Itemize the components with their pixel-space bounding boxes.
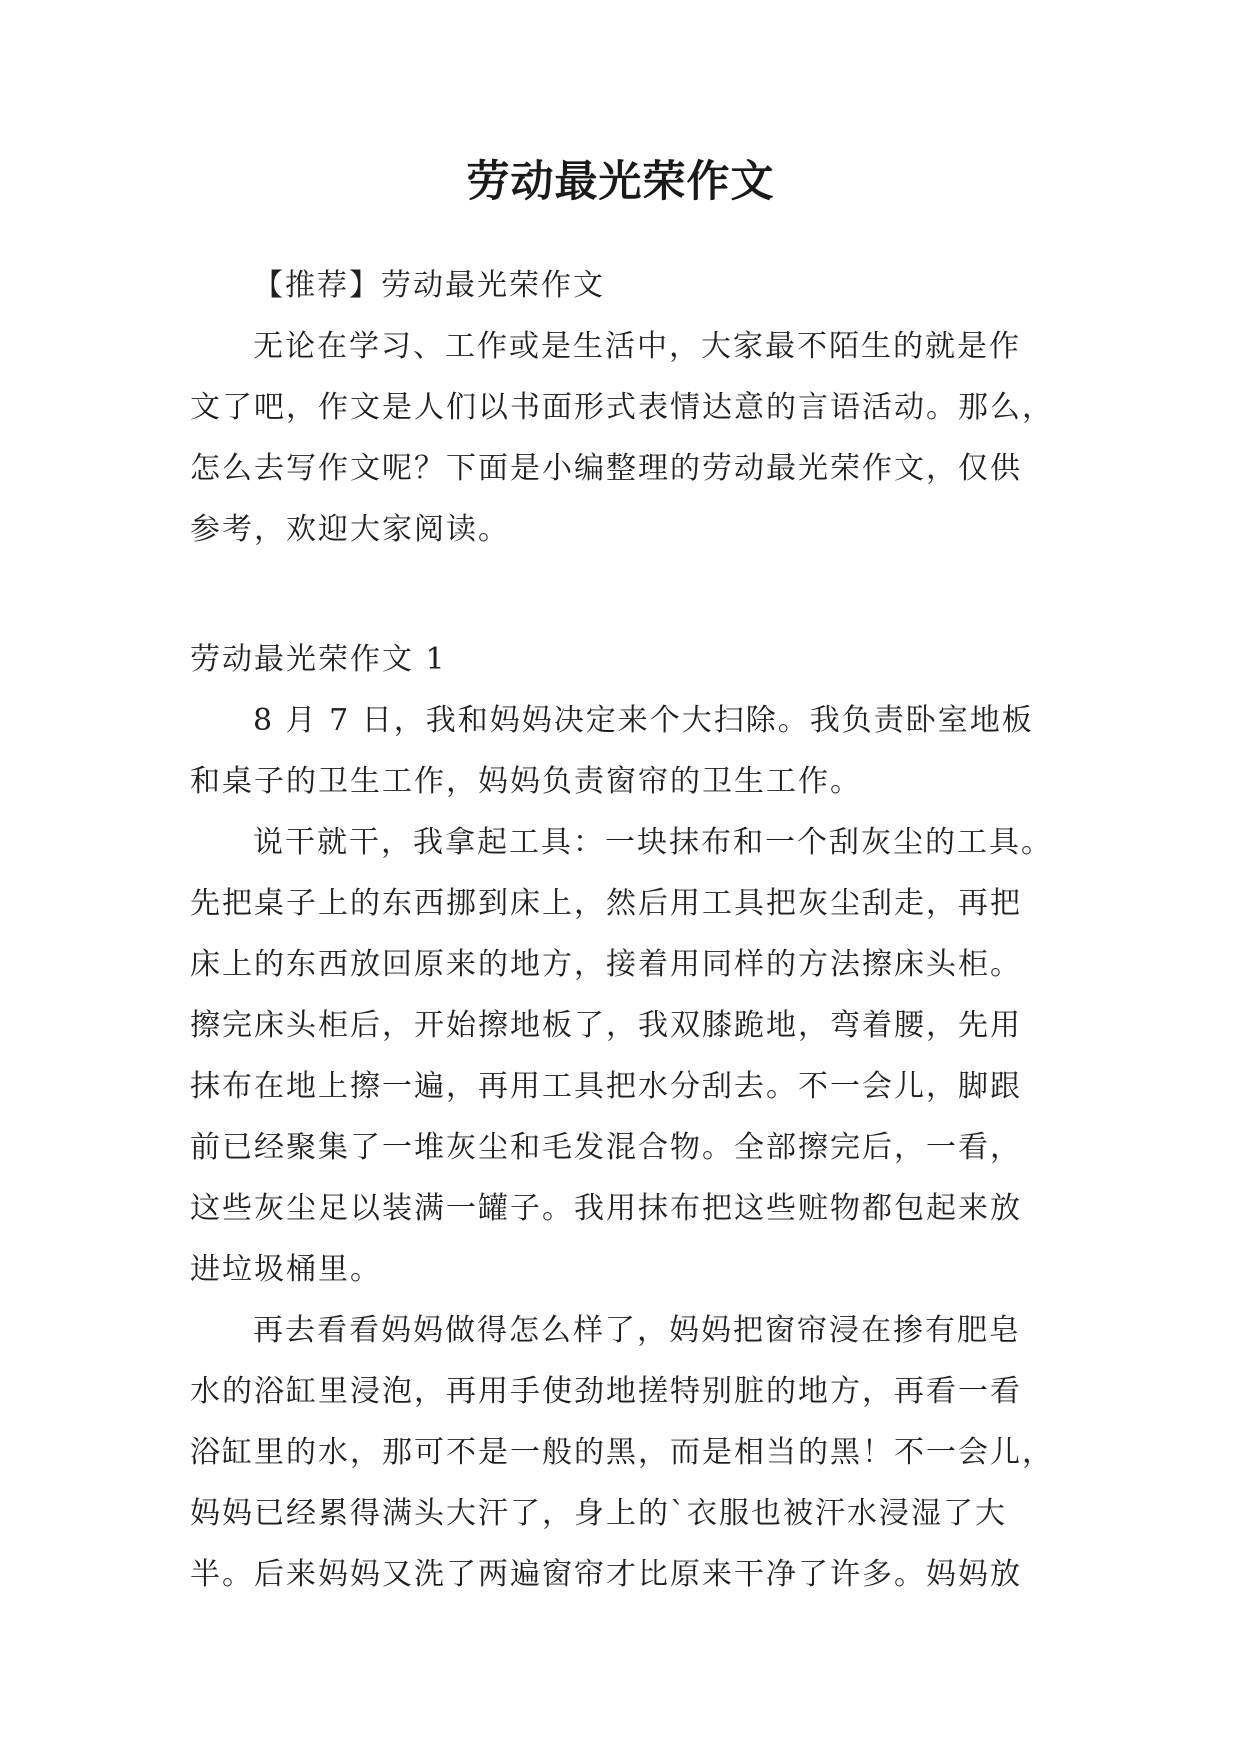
- paragraph-line: 半。后来妈妈又洗了两遍窗帘才比原来干净了许多。妈妈放: [190, 1557, 1022, 1592]
- paragraph-line: 这些灰尘足以装满一罐子。我用抹布把这些赃物都包起来放: [190, 1191, 1022, 1226]
- paragraph-line: 先把桌子上的东西挪到床上，然后用工具把灰尘刮走，再把: [190, 886, 1022, 921]
- paragraph-line: 8 月 7 日，我和妈妈决定来个大扫除。我负责卧室地板: [253, 703, 1034, 738]
- paragraph-line: 水的浴缸里浸泡，再用手使劲地搓特别脏的地方，再看一看: [190, 1374, 1022, 1409]
- paragraph-line: 进垃圾桶里。: [190, 1252, 382, 1287]
- section-heading: 劳动最光荣作文 1: [190, 642, 447, 677]
- paragraph-line: 和桌子的卫生工作，妈妈负责窗帘的卫生工作。: [190, 764, 862, 799]
- paragraph-line: 妈妈已经累得满头大汗了，身上的`衣服也被汗水浸湿了大: [190, 1496, 1007, 1531]
- intro-heading: 【推荐】劳动最光荣作文: [253, 268, 605, 303]
- intro-line: 怎么去写作文呢？下面是小编整理的劳动最光荣作文，仅供: [190, 451, 1022, 486]
- paragraph-line: 抹布在地上擦一遍，再用工具把水分刮去。不一会儿，脚跟: [190, 1069, 1022, 1104]
- paragraph-line: 擦完床头柜后，开始擦地板了，我双膝跪地，弯着腰，先用: [190, 1008, 1022, 1043]
- intro-line: 参考，欢迎大家阅读。: [190, 512, 510, 547]
- paragraph-line: 床上的东西放回原来的地方，接着用同样的方法擦床头柜。: [190, 947, 1022, 982]
- document-title: 劳动最光荣作文: [466, 157, 775, 207]
- paragraph-line: 再去看看妈妈做得怎么样了，妈妈把窗帘浸在掺有肥皂: [253, 1313, 1021, 1348]
- intro-line: 文了吧，作文是人们以书面形式表情达意的言语活动。那么，: [190, 390, 1054, 425]
- intro-block: [190, 255, 1070, 560]
- paragraph-line: 浴缸里的水，那可不是一般的黑，而是相当的黑！不一会儿，: [190, 1435, 1054, 1470]
- paragraph-line: 说干就干，我拿起工具：一块抹布和一个刮灰尘的工具。: [253, 825, 1053, 860]
- section-1: [190, 629, 1070, 1605]
- intro-line: 无论在学习、工作或是生活中，大家最不陌生的就是作: [253, 329, 1021, 364]
- paragraph-line: 前已经聚集了一堆灰尘和毛发混合物。全部擦完后，一看，: [190, 1130, 1022, 1165]
